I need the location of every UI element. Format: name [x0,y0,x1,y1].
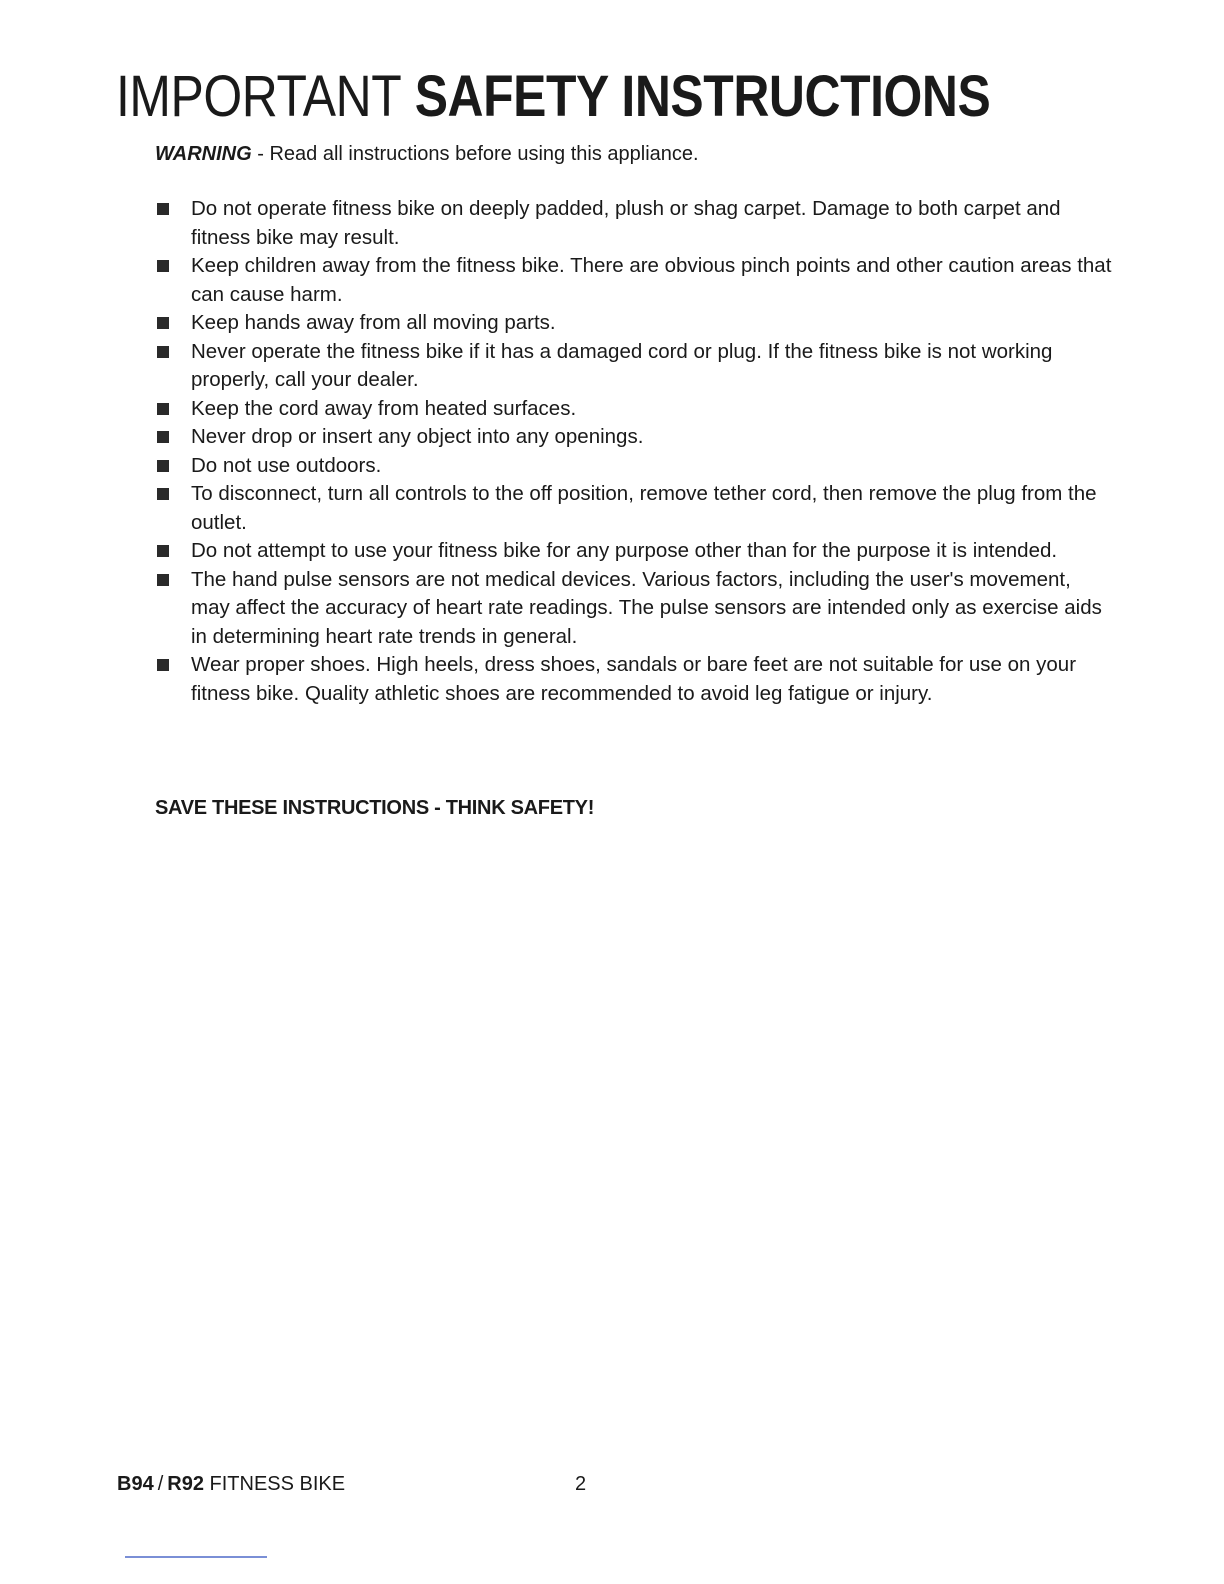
title-bold: SAFETY INSTRUCTIONS [414,64,991,129]
safety-rule-text: Do not use outdoors. [191,453,382,477]
safety-rule [155,195,1115,252]
safety-rule [155,452,1115,481]
square-bullet-icon [157,574,169,586]
safety-rule [155,651,1115,708]
safety-rule-text: Wear proper shoes. High heels, dress shoes, sandals or bare feet are not suitable for use on your fitness bike. Quality athletic shoes are recommended to avoid leg fatigue or injury. [191,653,1077,705]
page-number: 2 [575,1473,587,1495]
page-title [116,62,990,132]
square-bullet-icon [157,659,169,671]
square-bullet-icon [157,545,169,557]
square-bullet-icon [157,488,169,500]
safety-rule-text: To disconnect, turn all controls to the off position, remove tether cord, then remove the plug from the outlet. [191,482,1097,534]
square-bullet-icon [157,431,169,443]
square-bullet-icon [157,203,169,215]
safety-rule-text: Do not operate fitness bike on deeply padded, plush or shag carpet. Damage to both carpet and fitness bike may result. [191,197,1061,249]
title-light: IMPORTANT [116,64,402,129]
safety-rule-text: Keep children away from the fitness bike. There are obvious pinch points and other caution areas that can cause harm. [191,254,1112,306]
model-r92: R92 [167,1473,204,1495]
square-bullet-icon [157,460,169,472]
safety-rule [155,338,1115,395]
safety-rule [155,423,1115,452]
safety-rule [155,537,1115,566]
warning-text: - Read all instructions before using this appliance. [251,143,699,165]
safety-rule-text: Keep the cord away from heated surfaces. [191,396,577,420]
product-name: FITNESS BIKE [203,1473,346,1495]
safety-rule [155,480,1115,537]
warning-line [155,140,699,168]
safety-rule [155,309,1115,338]
square-bullet-icon [157,346,169,358]
safety-rule [155,566,1115,652]
scan-edge-line [125,1556,267,1558]
safety-rule-text: Do not attempt to use your fitness bike for any purpose other than for the purpose it is intended. [191,539,1058,562]
warning-label: WARNING [155,143,252,165]
safety-rule-text: Keep hands away from all moving parts. [191,311,556,334]
square-bullet-icon [157,317,169,329]
model-b94: B94 [117,1473,154,1495]
model-separator: / [157,1473,164,1495]
safety-rule [155,252,1115,309]
safety-rule [155,395,1115,424]
safety-rules-list [155,195,1115,708]
safety-rule-text: Never drop or insert any object into any openings. [191,425,644,448]
square-bullet-icon [157,260,169,272]
safety-rule-text: The hand pulse sensors are not medical devices. Various factors, including the user's movement, may affect the accuracy of heart rate readings. The pulse sensors are intended only as exercise aids in determining heart rate trends in general. [191,567,1102,648]
footer-model [117,1470,345,1498]
closing-statement: SAVE THESE INSTRUCTIONS - THINK SAFETY! [155,797,595,819]
square-bullet-icon [157,403,169,415]
safety-rule-text: Never operate the fitness bike if it has a damaged cord or plug. If the fitness bike is not working properly, call your dealer. [191,339,1053,391]
